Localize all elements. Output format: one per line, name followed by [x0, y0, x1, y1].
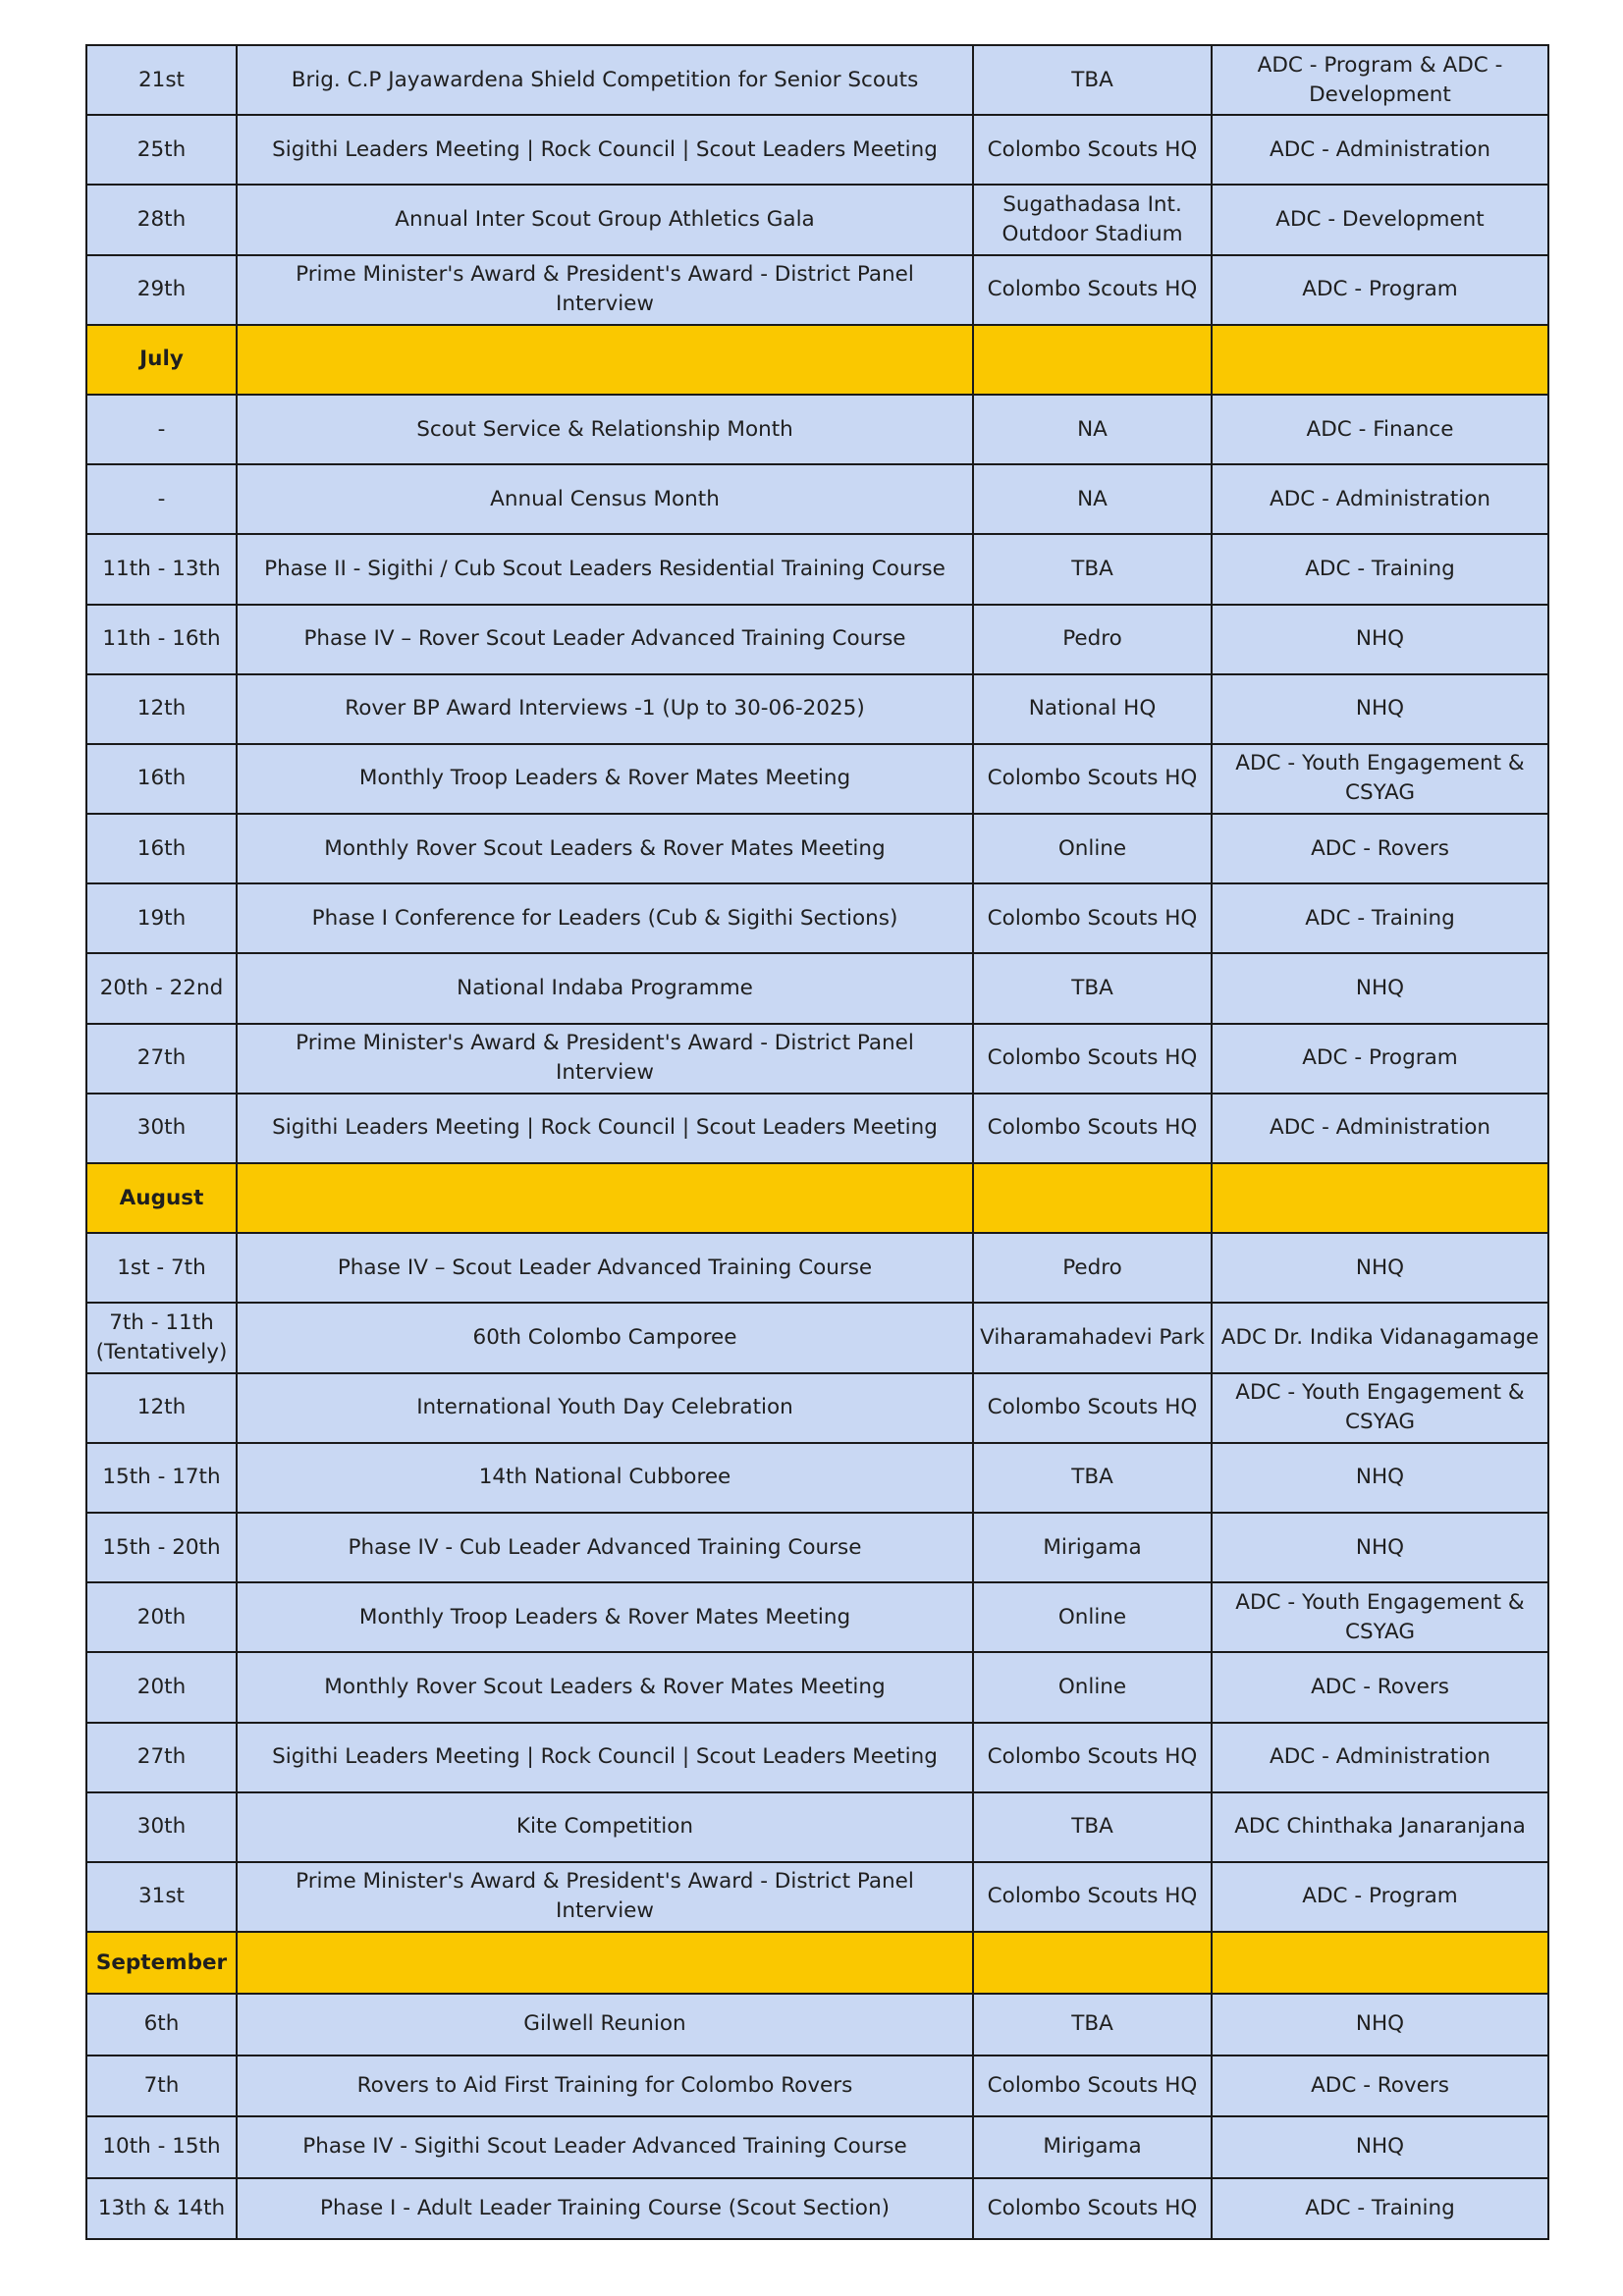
- event-responsible-cell: ADC Chinthaka Janaranjana: [1212, 1792, 1548, 1862]
- event-venue-cell: Colombo Scouts HQ: [973, 2178, 1212, 2240]
- event-name-cell: Rovers to Aid First Training for Colombo Rovers: [237, 2056, 973, 2117]
- event-row: [86, 534, 1548, 604]
- event-date-cell: 16th: [86, 744, 237, 814]
- event-name-cell: Rover BP Award Interviews -1 (Up to 30-06-2025): [237, 674, 973, 744]
- event-responsible-cell: NHQ: [1212, 2116, 1548, 2178]
- event-date-cell: 28th: [86, 185, 237, 254]
- event-responsible-cell: ADC - Administration: [1212, 1723, 1548, 1792]
- event-date-cell: 29th: [86, 255, 237, 325]
- event-responsible-cell: ADC - Youth Engagement & CSYAG: [1212, 1373, 1548, 1443]
- event-row: [86, 1652, 1548, 1722]
- event-name-cell: Prime Minister's Award & President's Award - District Panel Interview: [237, 1862, 973, 1932]
- event-date-cell: 20th: [86, 1582, 237, 1652]
- event-date-cell: 12th: [86, 1373, 237, 1443]
- month-header-row: [86, 325, 1548, 395]
- event-date-cell: 27th: [86, 1723, 237, 1792]
- event-venue-cell: TBA: [973, 45, 1212, 115]
- event-responsible-cell: ADC - Training: [1212, 883, 1548, 953]
- event-row: [86, 2178, 1548, 2240]
- event-responsible-cell: ADC - Program: [1212, 255, 1548, 325]
- event-name-cell: Kite Competition: [237, 1792, 973, 1862]
- event-row: [86, 1513, 1548, 1582]
- event-responsible-cell: ADC - Rovers: [1212, 1652, 1548, 1722]
- event-row: [86, 1792, 1548, 1862]
- event-date-cell: -: [86, 395, 237, 464]
- event-responsible-cell: NHQ: [1212, 674, 1548, 744]
- event-date-cell: 11th - 13th: [86, 534, 237, 604]
- event-date-cell: 30th: [86, 1094, 237, 1163]
- event-responsible-cell: ADC Dr. Indika Vidanagamage: [1212, 1303, 1548, 1372]
- event-responsible-cell: ADC - Development: [1212, 185, 1548, 254]
- event-responsible-cell: ADC - Administration: [1212, 464, 1548, 534]
- event-responsible-cell: ADC - Youth Engagement & CSYAG: [1212, 1582, 1548, 1652]
- event-row: [86, 2116, 1548, 2178]
- event-name-cell: Monthly Troop Leaders & Rover Mates Meeting: [237, 744, 973, 814]
- month-header-blank: [237, 325, 973, 395]
- schedule-body: [86, 45, 1548, 2239]
- event-venue-cell: TBA: [973, 1994, 1212, 2056]
- event-date-cell: 31st: [86, 1862, 237, 1932]
- event-responsible-cell: ADC - Program: [1212, 1024, 1548, 1094]
- event-venue-cell: Colombo Scouts HQ: [973, 2056, 1212, 2117]
- event-venue-cell: Colombo Scouts HQ: [973, 1723, 1212, 1792]
- event-responsible-cell: ADC - Training: [1212, 534, 1548, 604]
- event-name-cell: Phase I - Adult Leader Training Course (Scout Section): [237, 2178, 973, 2240]
- events-calendar-table: [85, 44, 1549, 2240]
- event-name-cell: Phase IV - Sigithi Scout Leader Advanced Training Course: [237, 2116, 973, 2178]
- event-row: [86, 744, 1548, 814]
- event-name-cell: Annual Census Month: [237, 464, 973, 534]
- event-name-cell: 60th Colombo Camporee: [237, 1303, 973, 1372]
- event-row: [86, 185, 1548, 254]
- event-name-cell: Monthly Troop Leaders & Rover Mates Meeting: [237, 1582, 973, 1652]
- event-venue-cell: Pedro: [973, 1233, 1212, 1303]
- event-name-cell: Gilwell Reunion: [237, 1994, 973, 2056]
- event-venue-cell: National HQ: [973, 674, 1212, 744]
- event-date-cell: 20th - 22nd: [86, 953, 237, 1023]
- event-row: [86, 255, 1548, 325]
- event-date-cell: 15th - 20th: [86, 1513, 237, 1582]
- event-date-cell: 27th: [86, 1024, 237, 1094]
- event-name-cell: Prime Minister's Award & President's Award - District Panel Interview: [237, 1024, 973, 1094]
- event-responsible-cell: ADC - Training: [1212, 2178, 1548, 2240]
- event-date-cell: 12th: [86, 674, 237, 744]
- event-row: [86, 953, 1548, 1023]
- event-responsible-cell: ADC - Program & ADC - Development: [1212, 45, 1548, 115]
- event-date-cell: 20th: [86, 1652, 237, 1722]
- event-date-cell: 19th: [86, 883, 237, 953]
- month-header-blank: [1212, 325, 1548, 395]
- event-row: [86, 674, 1548, 744]
- month-header-blank: [1212, 1163, 1548, 1233]
- event-responsible-cell: NHQ: [1212, 1994, 1548, 2056]
- event-venue-cell: NA: [973, 395, 1212, 464]
- event-row: [86, 1862, 1548, 1932]
- event-name-cell: Monthly Rover Scout Leaders & Rover Mates Meeting: [237, 1652, 973, 1722]
- event-venue-cell: NA: [973, 464, 1212, 534]
- event-row: [86, 605, 1548, 674]
- event-venue-cell: Colombo Scouts HQ: [973, 1373, 1212, 1443]
- event-name-cell: Sigithi Leaders Meeting | Rock Council | Scout Leaders Meeting: [237, 1094, 973, 1163]
- event-date-cell: 16th: [86, 814, 237, 883]
- event-date-cell: 21st: [86, 45, 237, 115]
- event-responsible-cell: ADC - Administration: [1212, 1094, 1548, 1163]
- event-row: [86, 1443, 1548, 1513]
- event-row: [86, 115, 1548, 185]
- event-responsible-cell: ADC - Rovers: [1212, 2056, 1548, 2117]
- event-name-cell: Prime Minister's Award & President's Award - District Panel Interview: [237, 255, 973, 325]
- event-venue-cell: Colombo Scouts HQ: [973, 255, 1212, 325]
- event-date-cell: 1st - 7th: [86, 1233, 237, 1303]
- event-responsible-cell: ADC - Finance: [1212, 395, 1548, 464]
- event-venue-cell: Online: [973, 1582, 1212, 1652]
- event-venue-cell: Colombo Scouts HQ: [973, 744, 1212, 814]
- event-date-cell: 25th: [86, 115, 237, 185]
- event-row: [86, 1582, 1548, 1652]
- event-venue-cell: TBA: [973, 1443, 1212, 1513]
- event-row: [86, 464, 1548, 534]
- event-venue-cell: Mirigama: [973, 1513, 1212, 1582]
- event-row: [86, 1373, 1548, 1443]
- month-header-blank: [237, 1163, 973, 1233]
- month-label: September: [86, 1932, 237, 1994]
- event-venue-cell: Colombo Scouts HQ: [973, 1862, 1212, 1932]
- month-header-blank: [237, 1932, 973, 1994]
- event-responsible-cell: ADC - Administration: [1212, 115, 1548, 185]
- event-venue-cell: TBA: [973, 953, 1212, 1023]
- event-venue-cell: Viharamahadevi Park: [973, 1303, 1212, 1372]
- event-responsible-cell: NHQ: [1212, 1513, 1548, 1582]
- event-venue-cell: TBA: [973, 1792, 1212, 1862]
- event-date-cell: 7th - 11th (Tentatively): [86, 1303, 237, 1372]
- event-date-cell: 11th - 16th: [86, 605, 237, 674]
- event-date-cell: 7th: [86, 2056, 237, 2117]
- event-row: [86, 2056, 1548, 2117]
- event-row: [86, 1994, 1548, 2056]
- event-responsible-cell: ADC - Rovers: [1212, 814, 1548, 883]
- event-responsible-cell: NHQ: [1212, 605, 1548, 674]
- month-header-row: [86, 1932, 1548, 1994]
- event-name-cell: 14th National Cubboree: [237, 1443, 973, 1513]
- month-header-blank: [973, 325, 1212, 395]
- event-row: [86, 814, 1548, 883]
- event-name-cell: International Youth Day Celebration: [237, 1373, 973, 1443]
- month-label: August: [86, 1163, 237, 1233]
- event-name-cell: Brig. C.P Jayawardena Shield Competition for Senior Scouts: [237, 45, 973, 115]
- event-row: [86, 1723, 1548, 1792]
- event-venue-cell: Online: [973, 1652, 1212, 1722]
- month-header-blank: [973, 1163, 1212, 1233]
- event-venue-cell: TBA: [973, 534, 1212, 604]
- event-name-cell: National Indaba Programme: [237, 953, 973, 1023]
- event-row: [86, 1233, 1548, 1303]
- event-row: [86, 1303, 1548, 1372]
- event-date-cell: 30th: [86, 1792, 237, 1862]
- event-name-cell: Phase IV – Rover Scout Leader Advanced Training Course: [237, 605, 973, 674]
- event-name-cell: Monthly Rover Scout Leaders & Rover Mates Meeting: [237, 814, 973, 883]
- event-responsible-cell: NHQ: [1212, 1443, 1548, 1513]
- event-name-cell: Phase IV – Scout Leader Advanced Training Course: [237, 1233, 973, 1303]
- event-venue-cell: Colombo Scouts HQ: [973, 883, 1212, 953]
- event-venue-cell: Pedro: [973, 605, 1212, 674]
- event-row: [86, 883, 1548, 953]
- event-responsible-cell: ADC - Youth Engagement & CSYAG: [1212, 744, 1548, 814]
- event-date-cell: 13th & 14th: [86, 2178, 237, 2240]
- event-venue-cell: Mirigama: [973, 2116, 1212, 2178]
- event-row: [86, 395, 1548, 464]
- event-row: [86, 1024, 1548, 1094]
- month-header-row: [86, 1163, 1548, 1233]
- event-venue-cell: Online: [973, 814, 1212, 883]
- event-venue-cell: Sugathadasa Int. Outdoor Stadium: [973, 185, 1212, 254]
- event-date-cell: 15th - 17th: [86, 1443, 237, 1513]
- event-date-cell: -: [86, 464, 237, 534]
- event-date-cell: 10th - 15th: [86, 2116, 237, 2178]
- event-name-cell: Sigithi Leaders Meeting | Rock Council | Scout Leaders Meeting: [237, 115, 973, 185]
- event-date-cell: 6th: [86, 1994, 237, 2056]
- month-label: July: [86, 325, 237, 395]
- month-header-blank: [1212, 1932, 1548, 1994]
- event-name-cell: Sigithi Leaders Meeting | Rock Council | Scout Leaders Meeting: [237, 1723, 973, 1792]
- event-row: [86, 45, 1548, 115]
- event-responsible-cell: NHQ: [1212, 1233, 1548, 1303]
- event-responsible-cell: ADC - Program: [1212, 1862, 1548, 1932]
- event-name-cell: Scout Service & Relationship Month: [237, 395, 973, 464]
- event-row: [86, 1094, 1548, 1163]
- event-name-cell: Phase II - Sigithi / Cub Scout Leaders Residential Training Course: [237, 534, 973, 604]
- event-venue-cell: Colombo Scouts HQ: [973, 115, 1212, 185]
- month-header-blank: [973, 1932, 1212, 1994]
- event-responsible-cell: NHQ: [1212, 953, 1548, 1023]
- event-venue-cell: Colombo Scouts HQ: [973, 1094, 1212, 1163]
- event-venue-cell: Colombo Scouts HQ: [973, 1024, 1212, 1094]
- event-name-cell: Annual Inter Scout Group Athletics Gala: [237, 185, 973, 254]
- event-name-cell: Phase I Conference for Leaders (Cub & Sigithi Sections): [237, 883, 973, 953]
- event-name-cell: Phase IV - Cub Leader Advanced Training Course: [237, 1513, 973, 1582]
